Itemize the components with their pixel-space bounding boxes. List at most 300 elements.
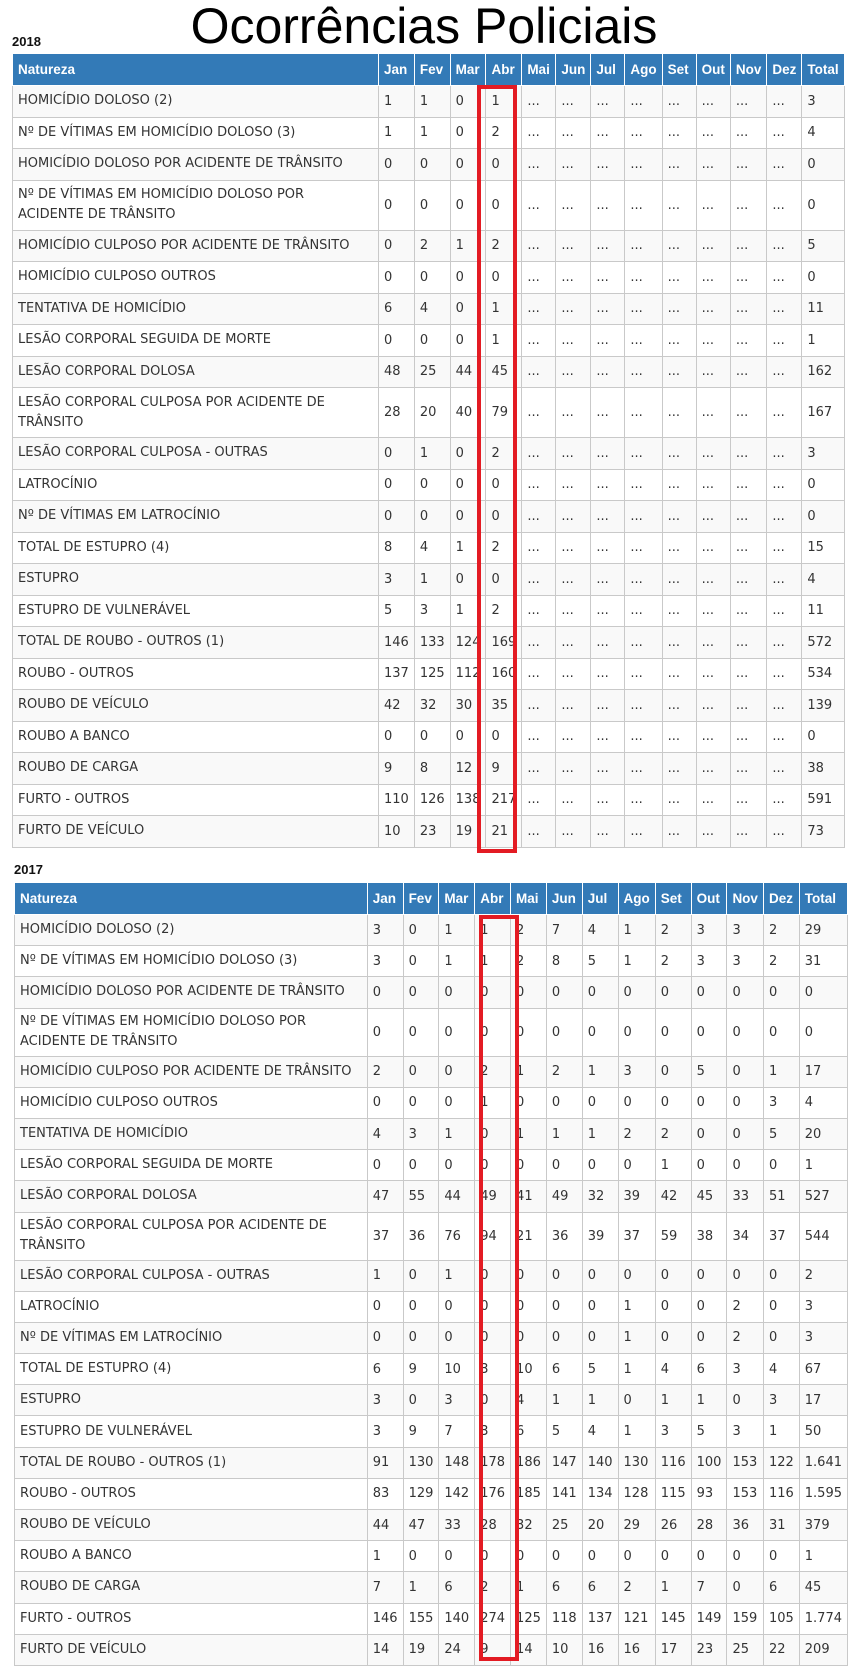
table-cell: 0 (691, 1008, 727, 1056)
table-cell: 6 (763, 1572, 799, 1603)
table-cell: ... (730, 262, 767, 294)
table-cell: ... (556, 658, 591, 690)
table-cell: 0 (450, 117, 486, 149)
table-cell: 30 (450, 690, 486, 722)
table-cell: 10 (379, 816, 415, 848)
table-cell: 0 (439, 1008, 475, 1056)
table-cell: 6 (511, 1416, 547, 1447)
table-cell: 1 (367, 1541, 403, 1572)
table-cell: 3 (799, 1291, 847, 1322)
table-cell: 1.641 (799, 1447, 847, 1478)
table-row (13, 262, 845, 294)
table-row (13, 721, 845, 753)
table-cell: 2 (799, 1260, 847, 1291)
table-cell: 20 (799, 1118, 847, 1149)
row-label: Nº DE VÍTIMAS EM LATROCÍNIO (15, 1322, 368, 1353)
table-cell: 9 (403, 1416, 439, 1447)
table-cell: 0 (403, 1322, 439, 1353)
table-cell: 0 (546, 1322, 582, 1353)
table-cell: 0 (486, 469, 522, 501)
table-cell: 25 (546, 1510, 582, 1541)
table-cell: 274 (475, 1603, 511, 1634)
table-cell: 129 (403, 1478, 439, 1509)
table-cell: 527 (799, 1181, 847, 1212)
table-cell: 0 (367, 1150, 403, 1181)
table-cell: ... (696, 532, 730, 564)
table-cell: 0 (450, 149, 486, 181)
table-cell: 0 (655, 1541, 691, 1572)
table-cell: 38 (691, 1212, 727, 1260)
table-cell: 0 (511, 1260, 547, 1291)
table-cell: 79 (486, 388, 522, 438)
table-cell: 125 (511, 1603, 547, 1634)
table-row (15, 1212, 848, 1260)
table-cell: ... (662, 627, 696, 659)
table-cell: ... (625, 532, 662, 564)
column-header: Out (691, 883, 727, 915)
table-cell: 39 (618, 1181, 655, 1212)
table-cell: 0 (763, 1322, 799, 1353)
table-cell: 0 (727, 1118, 764, 1149)
table-cell: ... (625, 658, 662, 690)
table-cell: ... (522, 784, 556, 816)
table-cell: 0 (727, 1385, 764, 1416)
table-cell: 2 (475, 1056, 511, 1087)
table-cell: ... (696, 180, 730, 230)
table-cell: 3 (763, 1087, 799, 1118)
table-cell: 3 (799, 1322, 847, 1353)
table-cell: ... (662, 753, 696, 785)
table-cell: ... (556, 721, 591, 753)
table-cell: 1 (475, 915, 511, 946)
table-cell: ... (696, 117, 730, 149)
table-cell: 0 (511, 1541, 547, 1572)
table-cell: 0 (414, 149, 450, 181)
row-label: HOMICÍDIO DOLOSO (2) (13, 86, 379, 118)
table-cell: 7 (546, 915, 582, 946)
table-cell: 0 (439, 1087, 475, 1118)
table-cell: 17 (655, 1634, 691, 1665)
table-row (13, 595, 845, 627)
table-cell: 16 (582, 1634, 618, 1665)
table-cell: ... (730, 86, 767, 118)
row-label: ROUBO DE VEÍCULO (13, 690, 379, 722)
table-cell: 35 (486, 690, 522, 722)
table-cell: 0 (582, 1008, 618, 1056)
table-cell: ... (696, 753, 730, 785)
table-cell: 0 (450, 86, 486, 118)
row-label: TOTAL DE ROUBO - OUTROS (1) (13, 627, 379, 659)
table-cell: 1 (511, 1118, 547, 1149)
table-cell: 31 (799, 946, 847, 977)
table-cell: 9 (379, 753, 415, 785)
table-cell: 0 (655, 1260, 691, 1291)
table-cell: ... (556, 564, 591, 596)
table-cell: 44 (439, 1181, 475, 1212)
table-cell: 0 (403, 1291, 439, 1322)
table-cell: 0 (655, 1056, 691, 1087)
table-cell: ... (767, 438, 802, 470)
column-header: Jul (582, 883, 618, 915)
table-cell: ... (767, 180, 802, 230)
table-cell: 0 (486, 149, 522, 181)
table-cell: 6 (582, 1572, 618, 1603)
table-cell: 16 (618, 1634, 655, 1665)
row-label: HOMICÍDIO CULPOSO OUTROS (13, 262, 379, 294)
table-cell: 178 (475, 1447, 511, 1478)
table-cell: 0 (414, 325, 450, 357)
table-cell: ... (625, 784, 662, 816)
row-label: ESTUPRO DE VULNERÁVEL (15, 1416, 368, 1447)
table-cell: 3 (655, 1416, 691, 1447)
table-cell: 141 (546, 1478, 582, 1509)
year-label-2017: 2017 (14, 862, 43, 877)
table-cell: 4 (414, 293, 450, 325)
table-cell: 28 (691, 1510, 727, 1541)
table-cell: 47 (367, 1181, 403, 1212)
table-cell: 217 (486, 784, 522, 816)
table-cell: 0 (546, 1291, 582, 1322)
table-cell: 37 (618, 1212, 655, 1260)
table-cell: ... (625, 627, 662, 659)
table-row (13, 117, 845, 149)
table-cell: ... (522, 721, 556, 753)
table-cell: 1 (511, 1572, 547, 1603)
table-cell: 1 (379, 86, 415, 118)
crime-table-2017 (14, 882, 848, 1666)
table-cell: 1 (439, 1118, 475, 1149)
table-cell: 2 (727, 1322, 764, 1353)
table-cell: 1 (475, 946, 511, 977)
table-cell: 0 (546, 1541, 582, 1572)
table-cell: 1 (691, 1385, 727, 1416)
table-cell: 1 (450, 595, 486, 627)
table-cell: ... (522, 325, 556, 357)
table-cell: 142 (439, 1478, 475, 1509)
table-cell: 5 (802, 230, 844, 262)
table-cell: 0 (691, 1087, 727, 1118)
table-row (13, 564, 845, 596)
column-header: Nov (727, 883, 764, 915)
table-cell: 3 (802, 438, 844, 470)
table-cell: 3 (727, 915, 764, 946)
table-cell: 0 (763, 1260, 799, 1291)
table-cell: ... (662, 595, 696, 627)
table-cell: 2 (655, 946, 691, 977)
table-cell: 19 (450, 816, 486, 848)
table-cell: 25 (727, 1634, 764, 1665)
table-cell: 0 (511, 1150, 547, 1181)
table-cell: 37 (763, 1212, 799, 1260)
table-cell: ... (696, 262, 730, 294)
table-cell: 1 (414, 86, 450, 118)
table-row (15, 1572, 848, 1603)
table-cell: 36 (403, 1212, 439, 1260)
table-cell: ... (556, 469, 591, 501)
table-cell: 2 (511, 946, 547, 977)
table-cell: 1 (618, 1416, 655, 1447)
table-cell: 162 (802, 356, 844, 388)
table-cell: 0 (475, 1385, 511, 1416)
column-header: Ago (625, 54, 662, 86)
table-cell: 0 (403, 1541, 439, 1572)
table-cell: ... (591, 86, 625, 118)
table-cell: ... (625, 388, 662, 438)
table-cell: 155 (403, 1603, 439, 1634)
table-cell: 21 (511, 1212, 547, 1260)
table-cell: ... (730, 230, 767, 262)
column-header: Abr (475, 883, 511, 915)
table-cell: 20 (582, 1510, 618, 1541)
table-cell: 146 (379, 627, 415, 659)
table-cell: 0 (799, 1008, 847, 1056)
table-cell: ... (556, 86, 591, 118)
table-row (13, 469, 845, 501)
table-cell: ... (591, 753, 625, 785)
table-cell: 0 (403, 1087, 439, 1118)
table-cell: ... (591, 595, 625, 627)
table-cell: 0 (691, 1541, 727, 1572)
table-cell: 1 (414, 438, 450, 470)
table-cell: 0 (546, 977, 582, 1008)
table-cell: 1 (655, 1150, 691, 1181)
row-label: ROUBO A BANCO (13, 721, 379, 753)
table-cell: 50 (799, 1416, 847, 1447)
table-cell: 28 (379, 388, 415, 438)
table-cell: 1 (618, 1291, 655, 1322)
table-cell: 0 (475, 977, 511, 1008)
table-cell: 11 (802, 595, 844, 627)
table-cell: 1 (546, 1118, 582, 1149)
table-cell: ... (696, 469, 730, 501)
table-cell: ... (767, 627, 802, 659)
table-cell: ... (625, 690, 662, 722)
column-header: Fev (414, 54, 450, 86)
table-row (15, 1260, 848, 1291)
column-header: Jun (546, 883, 582, 915)
table-cell: 0 (379, 180, 415, 230)
table-cell: ... (696, 564, 730, 596)
table-cell: ... (522, 469, 556, 501)
table-cell: 1 (414, 117, 450, 149)
table-cell: 0 (727, 1056, 764, 1087)
table-cell: ... (522, 816, 556, 848)
table-cell: ... (591, 388, 625, 438)
table-cell: 0 (450, 564, 486, 596)
row-label: LESÃO CORPORAL DOLOSA (13, 356, 379, 388)
table-cell: 23 (414, 816, 450, 848)
table-cell: 29 (799, 915, 847, 946)
table-cell: 12 (450, 753, 486, 785)
table-cell: 3 (727, 1354, 764, 1385)
table-cell: 0 (414, 180, 450, 230)
table-cell: 100 (691, 1447, 727, 1478)
table-cell: 4 (367, 1118, 403, 1149)
table-cell: ... (522, 86, 556, 118)
table-cell: 124 (450, 627, 486, 659)
row-label: Nº DE VÍTIMAS EM HOMICÍDIO DOLOSO POR ACIDENTE DE TRÂNSITO (15, 1008, 368, 1056)
table-cell: ... (696, 438, 730, 470)
table-cell: 93 (691, 1478, 727, 1509)
row-label: ROUBO - OUTROS (13, 658, 379, 690)
table-cell: ... (522, 627, 556, 659)
row-label: FURTO DE VEÍCULO (15, 1634, 368, 1665)
table-cell: 29 (618, 1510, 655, 1541)
table-cell: ... (556, 438, 591, 470)
table-cell: 44 (450, 356, 486, 388)
table-cell: 0 (450, 469, 486, 501)
table-cell: ... (522, 438, 556, 470)
table-row (13, 438, 845, 470)
table-cell: 49 (475, 1181, 511, 1212)
table-cell: ... (556, 262, 591, 294)
table-cell: 0 (582, 1322, 618, 1353)
row-label: Nº DE VÍTIMAS EM HOMICÍDIO DOLOSO (3) (13, 117, 379, 149)
table-cell: ... (556, 388, 591, 438)
table-cell: ... (662, 721, 696, 753)
table-row (13, 627, 845, 659)
column-header: Jan (367, 883, 403, 915)
table-cell: 126 (414, 784, 450, 816)
table-cell: 8 (379, 532, 415, 564)
table-cell: 146 (367, 1603, 403, 1634)
table-cell: 116 (655, 1447, 691, 1478)
table-cell: ... (662, 816, 696, 848)
table-cell: ... (662, 230, 696, 262)
table-cell: 0 (655, 1291, 691, 1322)
table-cell: 6 (691, 1354, 727, 1385)
column-header: Nov (730, 54, 767, 86)
table-cell: ... (625, 117, 662, 149)
table-cell: ... (767, 469, 802, 501)
table-cell: 0 (403, 977, 439, 1008)
table-cell: 3 (691, 946, 727, 977)
table-cell: ... (696, 388, 730, 438)
table-cell: 19 (403, 1634, 439, 1665)
table-cell: ... (522, 753, 556, 785)
table-cell: 0 (582, 1260, 618, 1291)
column-header: Fev (403, 883, 439, 915)
table-cell: 145 (655, 1603, 691, 1634)
table-cell: 8 (414, 753, 450, 785)
table-cell: 40 (450, 388, 486, 438)
table-cell: 1 (655, 1572, 691, 1603)
table-cell: 2 (727, 1291, 764, 1322)
table-cell: ... (730, 627, 767, 659)
table-cell: 10 (546, 1634, 582, 1665)
table-row (15, 1603, 848, 1634)
table-cell: 186 (511, 1447, 547, 1478)
table-row (13, 293, 845, 325)
table-cell: ... (556, 784, 591, 816)
row-label: LESÃO CORPORAL CULPOSA POR ACIDENTE DE TRÂNSITO (15, 1212, 368, 1260)
table-cell: 0 (691, 1150, 727, 1181)
table-cell: 55 (403, 1181, 439, 1212)
table-cell: 0 (379, 149, 415, 181)
table-cell: 9 (403, 1354, 439, 1385)
table-cell: ... (556, 501, 591, 533)
table-cell: 133 (414, 627, 450, 659)
table-cell: 94 (475, 1212, 511, 1260)
table-cell: ... (767, 753, 802, 785)
table-cell: ... (767, 784, 802, 816)
table-cell: 3 (727, 1416, 764, 1447)
table-cell: 1 (582, 1056, 618, 1087)
table-cell: ... (625, 325, 662, 357)
table-cell: 0 (802, 721, 844, 753)
table-cell: ... (591, 149, 625, 181)
table-cell: 1 (475, 1087, 511, 1118)
table-cell: 0 (511, 1087, 547, 1118)
table-row (13, 86, 845, 118)
table-cell: 0 (511, 1008, 547, 1056)
table-cell: ... (556, 325, 591, 357)
crime-table-2018 (12, 53, 845, 848)
table-cell: ... (591, 816, 625, 848)
table-cell: ... (730, 532, 767, 564)
row-label: LATROCÍNIO (15, 1291, 368, 1322)
table-cell: 1 (403, 1572, 439, 1603)
table-cell: 0 (727, 1008, 764, 1056)
table-cell: 8 (546, 946, 582, 977)
table-cell: 3 (475, 1354, 511, 1385)
table-cell: 4 (582, 915, 618, 946)
table-cell: ... (556, 595, 591, 627)
table-cell: 0 (475, 1291, 511, 1322)
table-cell: ... (625, 501, 662, 533)
table-cell: 2 (486, 595, 522, 627)
table-cell: 176 (475, 1478, 511, 1509)
table-cell: 0 (486, 262, 522, 294)
table-cell: 0 (582, 977, 618, 1008)
table-cell: 0 (439, 1056, 475, 1087)
table-cell: ... (767, 564, 802, 596)
table-cell: 0 (403, 1150, 439, 1181)
table-cell: 0 (618, 1385, 655, 1416)
table-row (15, 1118, 848, 1149)
table-cell: 3 (414, 595, 450, 627)
table-cell: 572 (802, 627, 844, 659)
table-cell: 0 (367, 1008, 403, 1056)
table-cell: 5 (763, 1118, 799, 1149)
table-cell: 0 (403, 1260, 439, 1291)
table-cell: 15 (802, 532, 844, 564)
row-label: TENTATIVA DE HOMICÍDIO (13, 293, 379, 325)
table-cell: 0 (475, 1008, 511, 1056)
table-row (15, 1181, 848, 1212)
table-cell: ... (591, 532, 625, 564)
table-cell: ... (730, 816, 767, 848)
table-cell: 1 (763, 1056, 799, 1087)
table-cell: 33 (439, 1510, 475, 1541)
table-cell: ... (625, 230, 662, 262)
table-cell: ... (696, 230, 730, 262)
table-cell: ... (662, 784, 696, 816)
table-cell: 0 (546, 1087, 582, 1118)
table-cell: 44 (367, 1510, 403, 1541)
table-cell: 4 (655, 1354, 691, 1385)
table-cell: 47 (403, 1510, 439, 1541)
table-row (13, 325, 845, 357)
table-header-row (13, 54, 845, 86)
table-cell: 83 (367, 1478, 403, 1509)
table-cell: 33 (727, 1181, 764, 1212)
table-cell: ... (556, 293, 591, 325)
table-cell: 0 (691, 1291, 727, 1322)
table-cell: 2 (763, 946, 799, 977)
table-header-row (15, 883, 848, 915)
table-cell: 6 (439, 1572, 475, 1603)
